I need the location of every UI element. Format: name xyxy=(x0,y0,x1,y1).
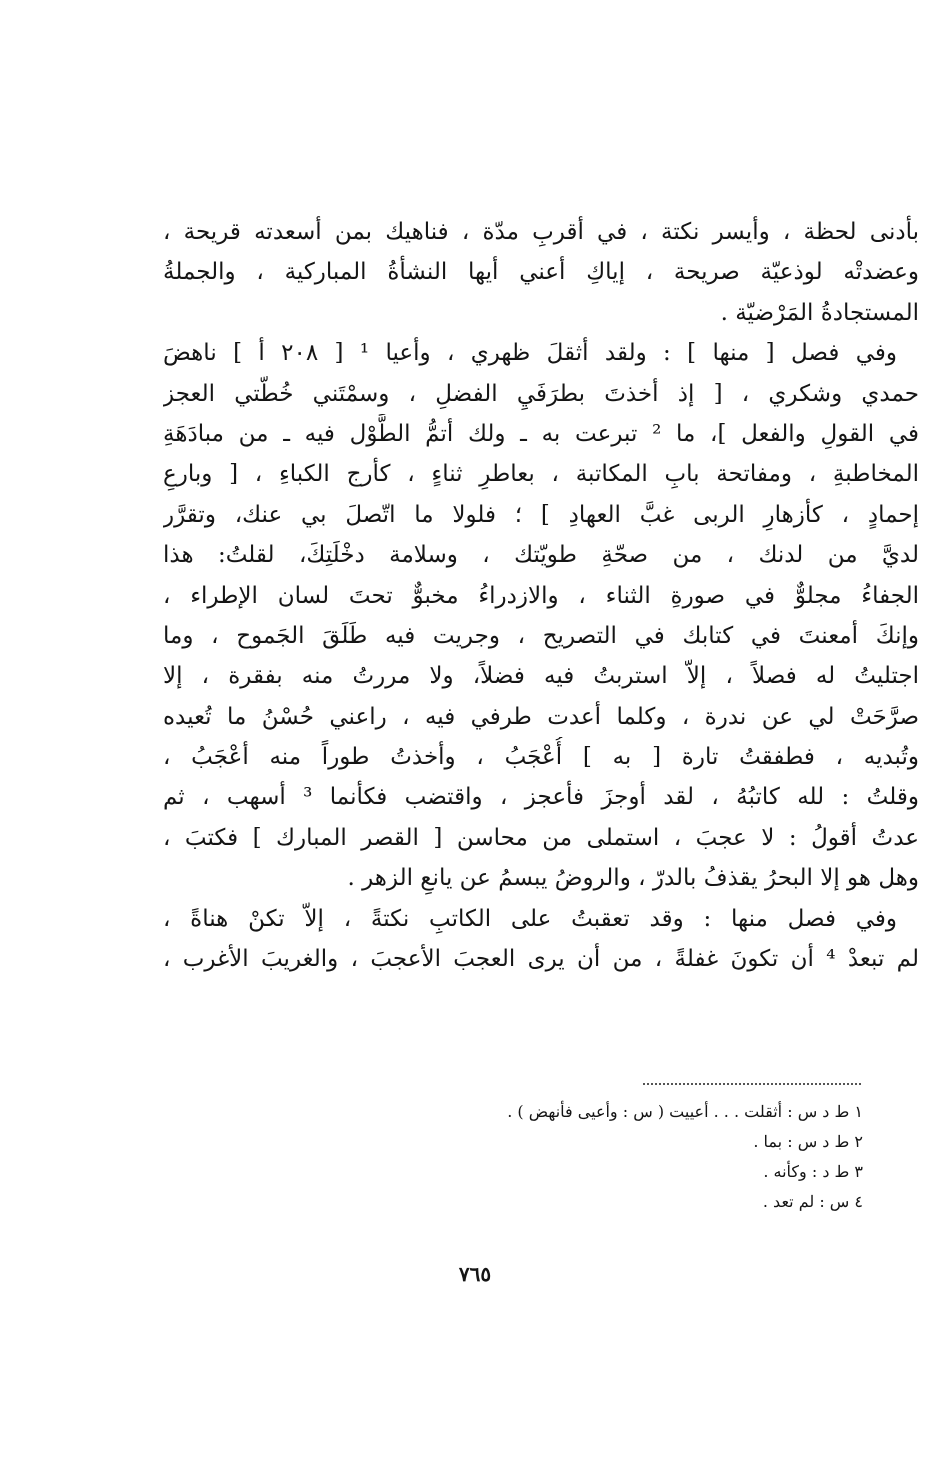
text-line: في القولِ والفعل ]، ما ² تبرعت به ـ ولك أتمُّ الطَّوْل فيه ـ من مبادَهَةِ xyxy=(163,420,919,447)
text-line: وفي فصل منها : وقد تعقبتُ على الكاتبِ نكتةً ، إلاّ تكنْ هناةً ، xyxy=(163,905,897,932)
footnotes-list xyxy=(163,1097,863,1217)
text-line: وعضدتْه لوذعيّة صريحة ، إياكِ أعني أيها النشأةُ المباركية ، والجملةُ xyxy=(163,259,919,286)
text-line: وإنكَ أمعنتَ في كتابك في التصريح ، وجريت فيه طَلَقَ الجَموح ، وما xyxy=(163,622,919,649)
text-line: وتُبديه ، فطفقتُ تارة [ به ] أُعْجَبُ ، وأخذتُ طوراً منه أعْجَبُ ، xyxy=(163,744,919,771)
text-line: إحمادٍ ، كأزهارِ الربى غبَّ العهادِ ] ؛ فلولا ما اتّصلَ بي عنك، وتقرَّر xyxy=(163,501,919,528)
footnote-item: ١ ط د س : أثقلت . . . أعييت ( س : وأعيى فأنهض ) . xyxy=(507,1102,863,1121)
text-line: لم تبعدْ ⁴ أن تكونَ غفلةً ، من أن يرى العجبَ الأعجبَ ، والغريبَ الأغرب ، xyxy=(163,946,919,973)
text-line: حمدي وشكري ، [ إذ أخذتَ بطرَفَيِ الفضلِ ، وسمْتَني خُطّتي العجز xyxy=(163,380,919,407)
text-line: المستجادةُ المَرْضيّة . xyxy=(720,299,919,326)
text-line: لديَّ من لدنك ، من صحّةِ طويّتك ، وسلامة دخْلَتِكَ، لقلتُ: هذا xyxy=(163,542,919,569)
footnote-item: ٣ ط د : وكأنه . xyxy=(763,1162,863,1181)
page-number: ٧٦٥ xyxy=(458,1262,492,1286)
text-line: الجفاءُ مجلوٌّ في صورةِ الثناء ، والازدراءُ مخبوٌّ تحتَ لسان الإطراء ، xyxy=(163,582,919,609)
text-line: المخاطبةِ ، ومفاتحة بابِ المكاتبة ، بعاطرِ ثناءٍ ، كأرج الكباءِ ، [ وبارعِ xyxy=(163,461,919,488)
text-line: عدتُ أقولُ : لا عجبَ ، استملى من محاسن [ القصر المبارك ] فكتبَ ، xyxy=(163,824,919,851)
main-text xyxy=(163,212,919,979)
footnote-divider xyxy=(643,1083,861,1085)
text-line: صرَّحَتْ لي عن ندرة ، وكلما أعدت طرفي فيه ، راعني حُسْنُ ما تُعيده xyxy=(163,703,919,730)
text-line: اجتليتُ له فصلاً ، إلاّ استربتُ فيه فضلاً، ولا مررتُ منه بفقرة ، إلا xyxy=(163,663,919,690)
text-line: بأدنى لحظة ، وأيسر نكتة ، في أقربِ مدّة ، فناهيك بمن أسعدته قريحة ، xyxy=(163,219,919,245)
footnote-item: ٤ س : لم تعد . xyxy=(762,1192,863,1211)
text-line: وفي فصل [ منها ] : ولقد أثقلَ ظهري ، وأعيا ¹ [ ٢٠٨ أ ] ناهضَ xyxy=(163,340,897,367)
text-line: وقلتُ : لله كاتبُهُ ، لقد أوجزَ فأعجز ، واقتضب فكأنما ³ أسهب ، ثم xyxy=(163,784,919,811)
text-line: وهل هو إلا البحرُ يقذفُ بالدرّ ، والروضُ يبسمُ عن يانعِ الزهر . xyxy=(347,865,919,892)
footnote-item: ٢ ط د س : بما . xyxy=(753,1132,863,1151)
